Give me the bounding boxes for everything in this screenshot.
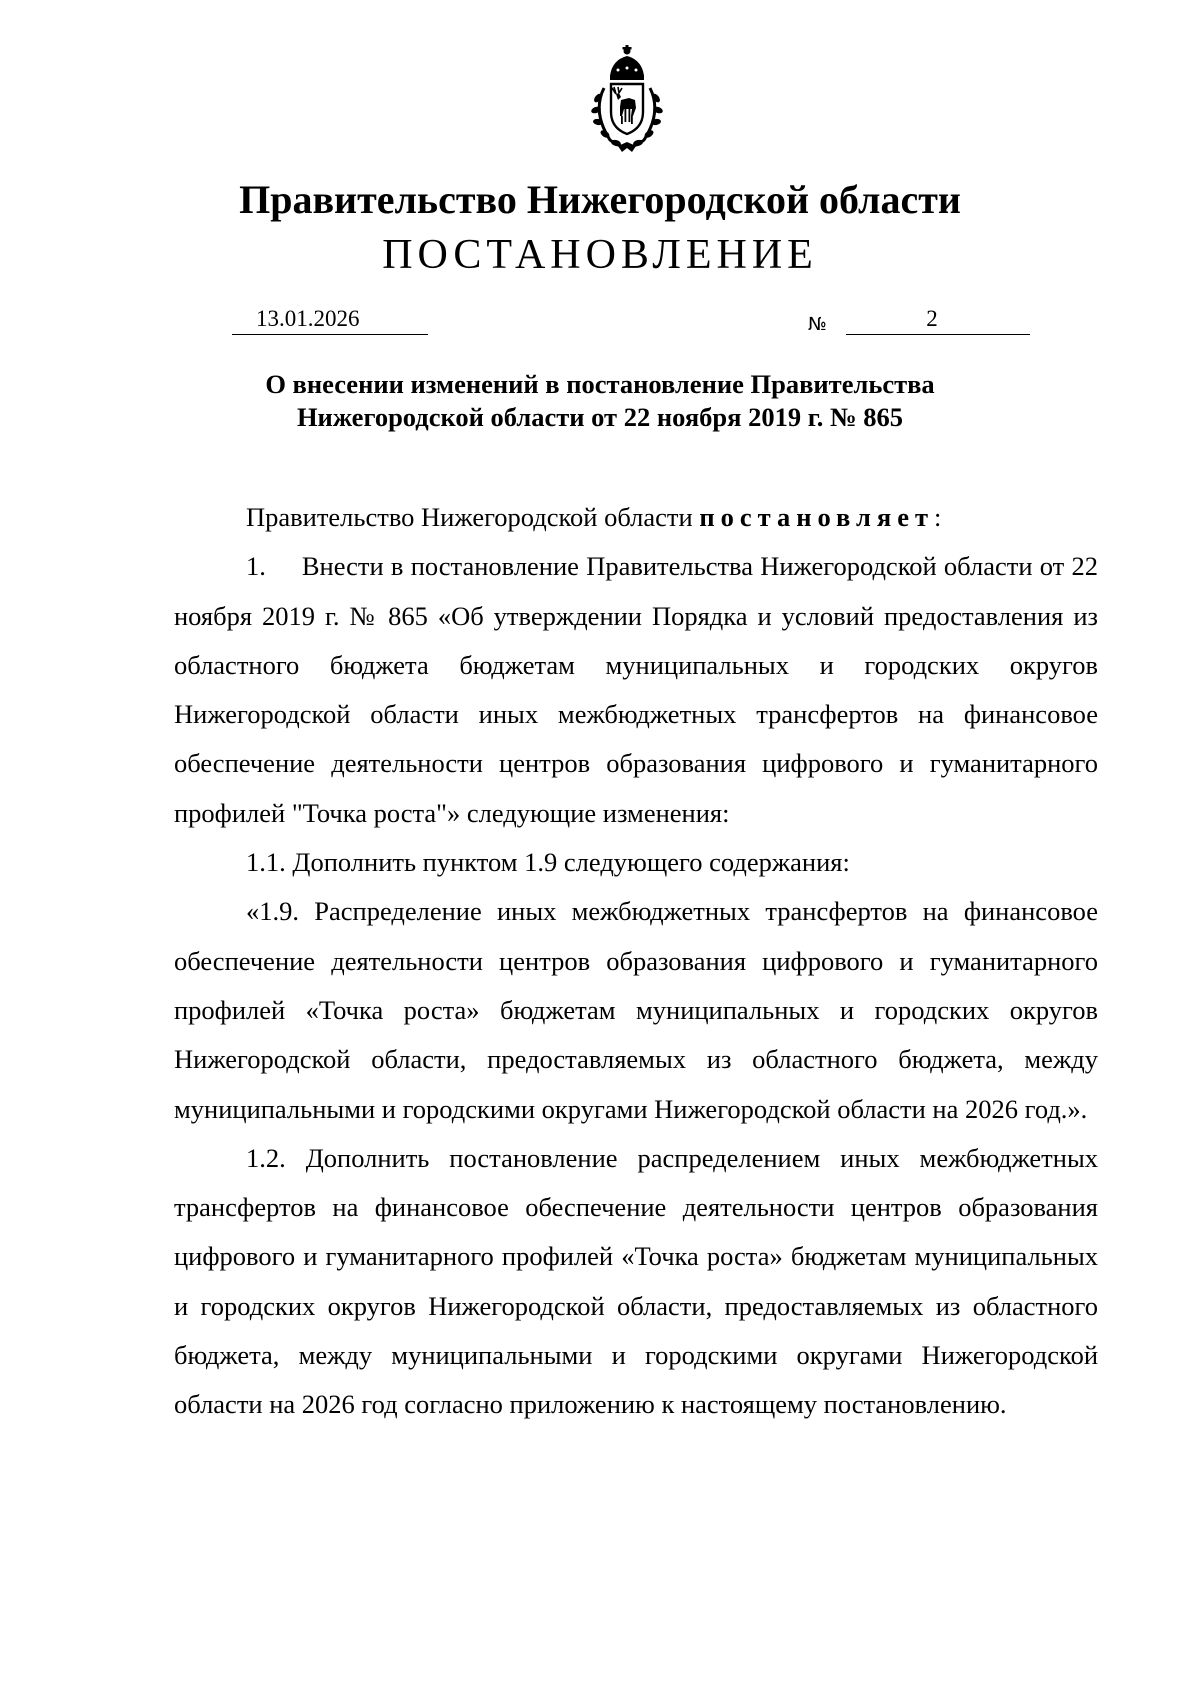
preamble-colon: :	[934, 502, 942, 532]
subject-line-2: Нижегородской области от 22 ноября 2019 г. № 865	[296, 402, 904, 432]
document-number: 2	[846, 304, 1030, 335]
document-type: ПОСТАНОВЛЕНИЕ	[382, 232, 818, 278]
coat-of-arms-icon	[574, 42, 680, 154]
item-1-1: 1.1. Дополнить пунктом 1.9 следующего содержания:	[246, 847, 850, 878]
preamble	[174, 493, 1098, 542]
item-1-2: 1.2. Дополнить постановление распределением иных межбюджетных трансфертов на финансовое обеспечение деятельности центров образования цифрового и гуманитарного профилей «Точка роста» бюджетам муниципальных и городских округов Нижегородской области, предоставляемых из областного бюджета, между муниципальными и городскими округами Нижегородской области на 2026 год согласно приложению к настоящему постановлению.	[174, 1142, 1098, 1420]
document-date: 13.01.2026	[232, 304, 428, 335]
document-body	[174, 493, 1098, 1430]
item-1-9-quote: «1.9. Распределение иных межбюджетных трансфертов на финансовое обеспечение деятельности центров образования цифрового и гуманитарного профилей «Точка роста» бюджетам муниципальных и городских округов Нижегородской области, предоставляемых из областного бюджета, между муниципальными и городскими округами Нижегородской области на 2026 год.».	[174, 896, 1098, 1124]
item-1-number: 1.	[246, 551, 266, 582]
subject-line-1: О внесении изменений в постановление Правительства	[265, 369, 935, 399]
organization-name: Правительство Нижегородской области	[239, 177, 961, 222]
item-1-text: Внести в постановление Правительства Нижегородской области от 22 ноября 2019 г. № 865 «Об утверждении Порядка и условий предоставления из областного бюджета бюджетам муниципальных и городских округов Нижегородской области иных межбюджетных трансфертов на финансовое обеспечение деятельности центров образования цифрового и гуманитарного профилей "Точка роста"» следующие изменения:	[174, 551, 1098, 828]
document-subject	[0, 368, 1200, 434]
preamble-spaced-word: постановляет	[699, 502, 935, 532]
number-sign: №	[808, 314, 827, 335]
item-1	[174, 542, 1098, 838]
preamble-text: Правительство Нижегородской области	[246, 502, 700, 532]
